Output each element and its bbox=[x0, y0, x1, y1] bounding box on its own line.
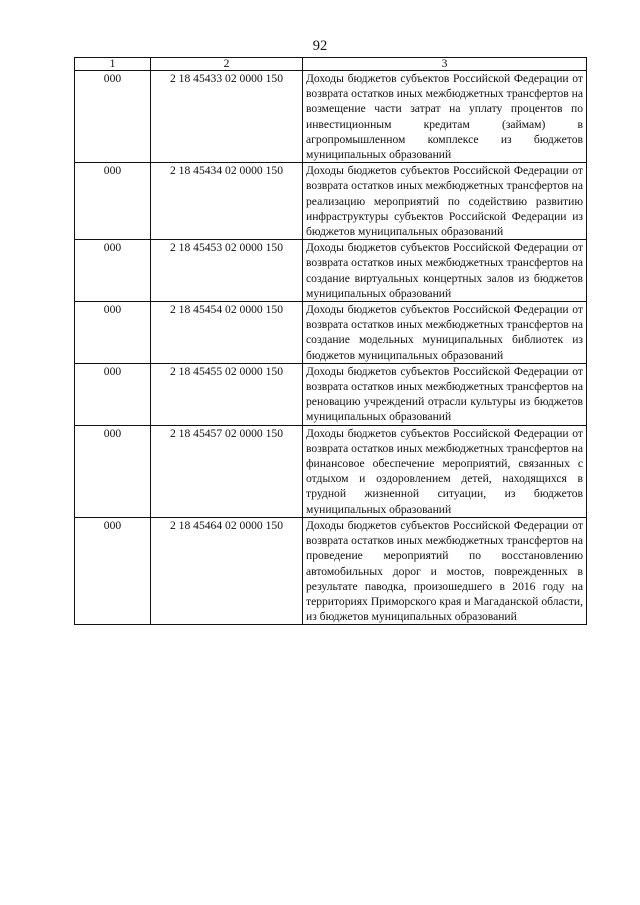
description-cell: Доходы бюджетов субъектов Российской Федерации от возврата остатков иных межбюджетных трансфертов на создание модельных муниципальных библиотек из бюджетов муниципальных образований bbox=[303, 302, 587, 364]
admin-code-cell: 000 bbox=[75, 425, 151, 517]
column-header-2: 2 bbox=[151, 58, 303, 71]
budget-code-cell: 2 18 45455 02 0000 150 bbox=[151, 363, 303, 425]
budget-code-cell: 2 18 45433 02 0000 150 bbox=[151, 71, 303, 163]
description-cell: Доходы бюджетов субъектов Российской Федерации от возврата остатков иных межбюджетных трансфертов на реализацию мероприятий по содействию развитию инфраструктуры субъектов Российской Федерации из бюджетов муниципальных образований bbox=[303, 163, 587, 240]
admin-code-cell: 000 bbox=[75, 163, 151, 240]
table-row bbox=[75, 71, 587, 163]
description-cell: Доходы бюджетов субъектов Российской Федерации от возврата остатков иных межбюджетных трансфертов на реновацию учреждений отрасли культуры из бюджетов муниципальных образований bbox=[303, 363, 587, 425]
budget-code-cell: 2 18 45457 02 0000 150 bbox=[151, 425, 303, 517]
table-row bbox=[75, 517, 587, 624]
table-row bbox=[75, 240, 587, 302]
description-cell: Доходы бюджетов субъектов Российской Федерации от возврата остатков иных межбюджетных трансфертов на проведение мероприятий по восстановлению автомобильных дорог и мостов, поврежденных в результате паводка, произошедшего в 2016 году на территориях Приморского края и Магаданской области, из бюджетов муниципальных образований bbox=[303, 517, 587, 624]
revenue-codes-table bbox=[74, 57, 587, 625]
table-row bbox=[75, 363, 587, 425]
description-cell: Доходы бюджетов субъектов Российской Федерации от возврата остатков иных межбюджетных трансфертов на финансовое обеспечение мероприятий, связанных с отдыхом и оздоровлением детей, находящихся в трудной жизненной ситуации, из бюджетов муниципальных образований bbox=[303, 425, 587, 517]
budget-code-cell: 2 18 45454 02 0000 150 bbox=[151, 302, 303, 364]
table-row bbox=[75, 163, 587, 240]
column-header-3: 3 bbox=[303, 58, 587, 71]
description-cell: Доходы бюджетов субъектов Российской Федерации от возврата остатков иных межбюджетных трансфертов на создание виртуальных концертных залов из бюджетов муниципальных образований bbox=[303, 240, 587, 302]
table-row bbox=[75, 425, 587, 517]
description-cell: Доходы бюджетов субъектов Российской Федерации от возврата остатков иных межбюджетных трансфертов на возмещение части затрат на уплату процентов по инвестиционным кредитам (займам) в агропромышленном комплексе из бюджетов муниципальных образований bbox=[303, 71, 587, 163]
table-row bbox=[75, 302, 587, 364]
table-header-row bbox=[75, 58, 587, 71]
admin-code-cell: 000 bbox=[75, 517, 151, 624]
budget-code-cell: 2 18 45453 02 0000 150 bbox=[151, 240, 303, 302]
admin-code-cell: 000 bbox=[75, 302, 151, 364]
admin-code-cell: 000 bbox=[75, 71, 151, 163]
column-header-1: 1 bbox=[75, 58, 151, 71]
admin-code-cell: 000 bbox=[75, 363, 151, 425]
budget-code-cell: 2 18 45464 02 0000 150 bbox=[151, 517, 303, 624]
page-number: 92 bbox=[312, 38, 328, 54]
budget-code-cell: 2 18 45434 02 0000 150 bbox=[151, 163, 303, 240]
admin-code-cell: 000 bbox=[75, 240, 151, 302]
